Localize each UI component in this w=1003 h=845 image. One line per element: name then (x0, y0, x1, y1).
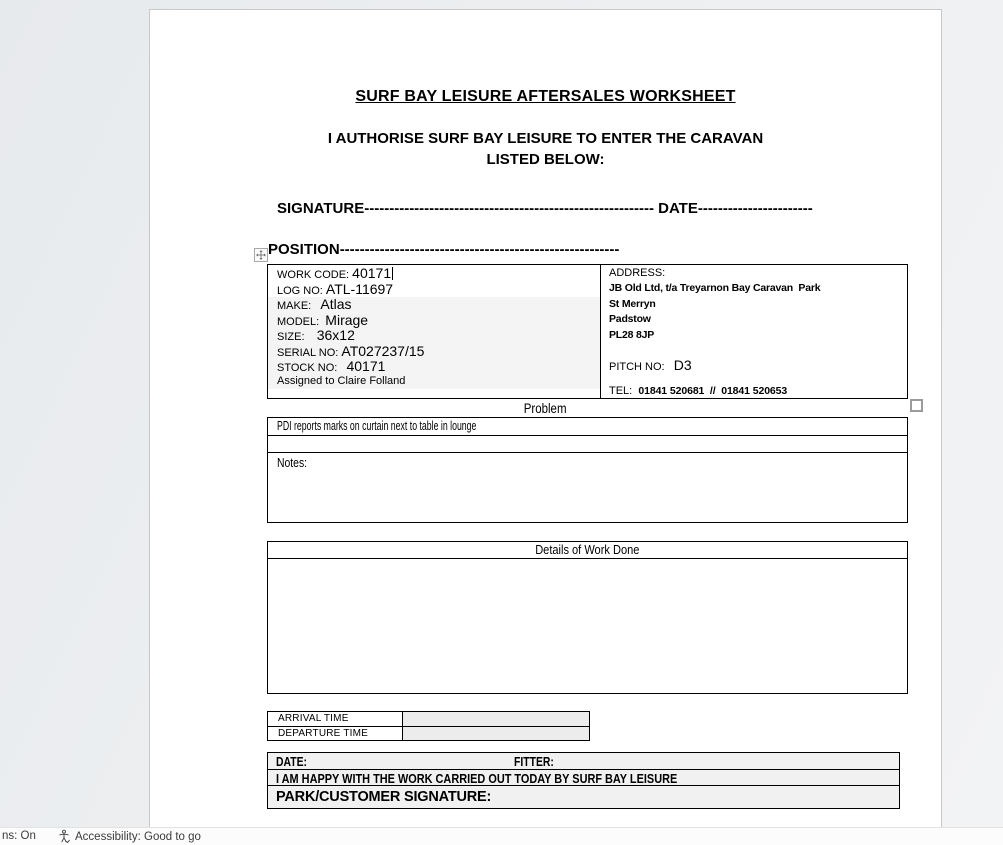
status-left-truncated-text[interactable]: ns: On (2, 830, 36, 842)
size-value: 36x12 (316, 327, 355, 343)
tel-row (609, 385, 787, 397)
address-line1: JB Old Ltd, t/a Treyarnon Bay Caravan Park (609, 282, 821, 294)
make-label: MAKE: (277, 300, 321, 312)
work-done-table (267, 541, 908, 694)
move-arrows-icon (256, 250, 266, 260)
signature-dashes: ---------------------------------------------------------- (364, 200, 654, 217)
problem-report-text: PDI reports marks on curtain next to table in lounge (277, 419, 477, 433)
address-cell[interactable] (601, 265, 907, 398)
accessibility-status-label: Accessibility: Good to go (75, 830, 201, 843)
worksheet-title: SURF BAY LEISURE AFTERSALES WORKSHEET (355, 88, 736, 105)
status-bar (0, 827, 1003, 845)
date-fitter-row[interactable] (268, 753, 899, 769)
departure-time-label: DEPARTURE TIME (268, 727, 403, 741)
model-row (268, 313, 600, 329)
address-line3: Padstow (609, 313, 651, 325)
caravan-info-table (267, 264, 908, 399)
work-done-heading: Details of Work Done (268, 542, 907, 559)
departure-time-row (268, 726, 589, 741)
date-dashes: ----------------------- (697, 200, 813, 217)
work-code-value: 40171 (352, 265, 392, 281)
notes-cell[interactable] (268, 452, 907, 522)
problem-empty-cell[interactable] (268, 435, 907, 452)
sign-off-table (267, 752, 900, 809)
size-row (268, 328, 600, 344)
stock-no-value: 40171 (346, 358, 386, 374)
serial-no-value: AT027237/15 (341, 342, 425, 359)
model-value: Mirage (325, 311, 369, 328)
date-label: DATE (653, 200, 698, 217)
happy-statement-row (268, 769, 899, 785)
arrival-time-value-cell[interactable] (403, 712, 589, 726)
address-line2: St Merryn (609, 297, 656, 310)
make-row (268, 297, 600, 313)
happy-statement-text: I AM HAPPY WITH THE WORK CARRIED OUT TODAY BY SURF BAY LEISURE (276, 771, 678, 786)
log-no-label: LOG NO: (277, 285, 326, 297)
authorisation-line1: I AUTHORISE SURF BAY LEISURE TO ENTER THE CARAVAN (327, 130, 764, 147)
pitch-no-row (601, 357, 907, 373)
position-label: POSITION (268, 241, 340, 258)
serial-no-row (268, 344, 600, 360)
customer-signature-row[interactable] (268, 785, 899, 808)
table-move-handle[interactable] (254, 248, 268, 262)
problem-table (267, 417, 908, 523)
position-dashes: -------------------------------------------------------- (339, 241, 620, 258)
stock-no-row (268, 359, 600, 375)
model-label: MODEL: (277, 315, 326, 328)
departure-time-value-cell[interactable] (403, 727, 589, 741)
authorisation-line2: LISTED BELOW: (486, 151, 605, 168)
authorisation-statement (150, 128, 941, 170)
accessibility-icon (57, 829, 71, 844)
log-no-value: ATL-11697 (325, 281, 394, 297)
position-line (268, 241, 619, 258)
notes-label: Notes: (277, 455, 308, 470)
problem-heading: Problem (524, 401, 567, 416)
customer-signature-label: PARK/CUSTOMER SIGNATURE: (276, 789, 492, 805)
accessibility-status[interactable] (57, 829, 201, 844)
size-label: SIZE: (277, 331, 317, 343)
fitter-field-label: FITTER: (514, 754, 554, 769)
serial-no-label: SERIAL NO: (277, 346, 342, 359)
text-cursor (392, 267, 393, 280)
work-done-entry-cell[interactable] (268, 559, 907, 693)
pitch-no-label: PITCH NO: (609, 361, 674, 373)
stock-no-label: STOCK NO: (277, 362, 347, 374)
shaded-field-block (268, 297, 600, 389)
assigned-note: Assigned to Claire Folland (277, 374, 406, 387)
pitch-no-value: D3 (673, 357, 692, 373)
work-code-label: WORK CODE: (277, 269, 353, 281)
tel-label: TEL: (609, 385, 639, 397)
caravan-details-cell[interactable] (268, 265, 601, 398)
problem-report-cell[interactable] (268, 418, 907, 435)
date-field-label: DATE: (276, 754, 308, 769)
times-table (267, 711, 590, 741)
arrival-time-row (268, 712, 589, 726)
log-no-row (268, 281, 600, 297)
signature-label: SIGNATURE (277, 200, 365, 217)
work-code-row (268, 265, 600, 281)
tel-value: 01841 520681 // 01841 520653 (638, 385, 788, 397)
word-document-page[interactable] (149, 9, 942, 828)
address-label: ADDRESS: (609, 267, 666, 279)
make-value: Atlas (320, 296, 352, 312)
signature-date-line (277, 200, 813, 217)
address-line4: PL28 8JP (609, 328, 655, 341)
arrival-time-label: ARRIVAL TIME (268, 712, 403, 726)
